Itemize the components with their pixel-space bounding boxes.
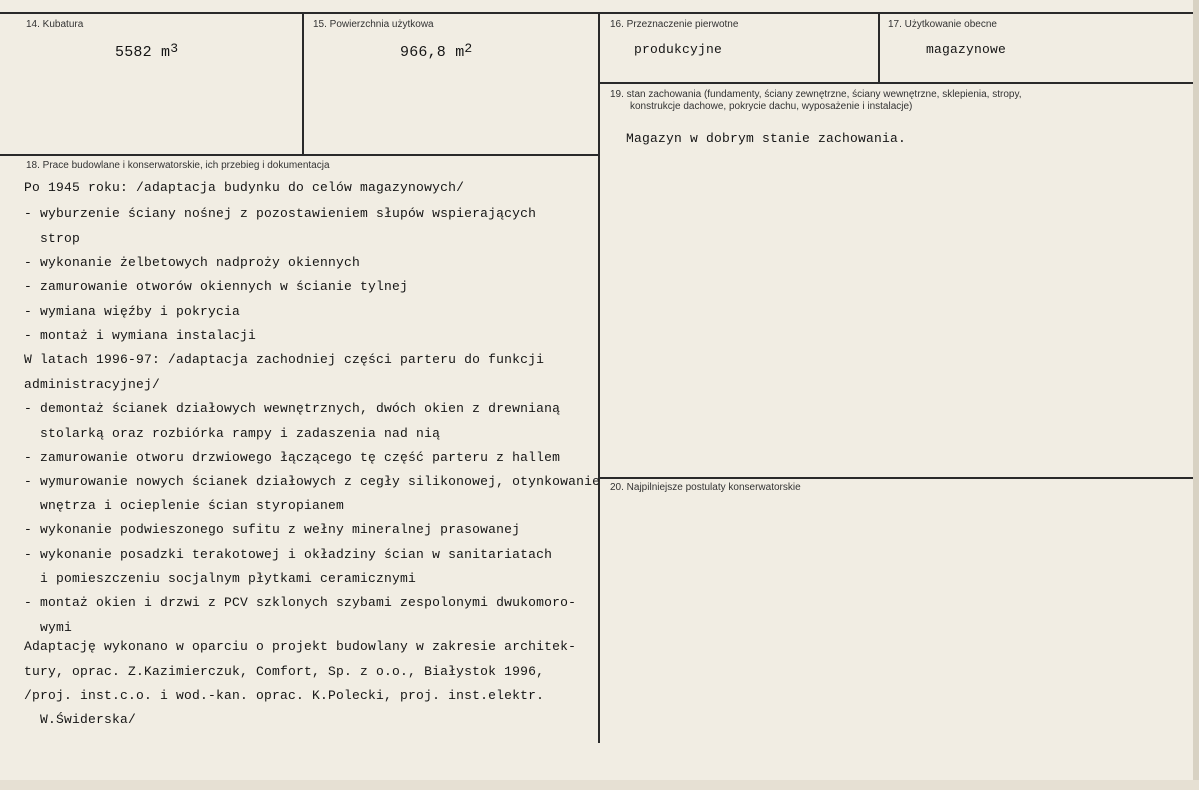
work-line: - wymurowanie nowych ścianek działowych z cegły silikonowej, otynkowanie bbox=[24, 474, 601, 489]
field-14-value bbox=[115, 41, 179, 61]
field-19-value: Magazyn w dobrym stanie zachowania. bbox=[626, 131, 907, 146]
field-15-label: 15. Powierzchnia użytkowa bbox=[313, 19, 434, 30]
rule-above-20 bbox=[599, 477, 1199, 479]
area-value: 966,8 m bbox=[400, 44, 465, 61]
volume-value: 5582 m bbox=[115, 44, 171, 61]
field-18-label: 18. Prace budowlane i konserwatorskie, ich przebieg i dokumentacja bbox=[26, 160, 330, 171]
work-line: - wykonanie żelbetowych nadproży okiennych bbox=[24, 255, 361, 270]
work-line: - wykonanie posadzki terakotowej i okładziny ścian w sanitariatach bbox=[24, 547, 553, 562]
work-line: - montaż okien i drzwi z PCV szklonych szybami zespolonymi dwukomoro- bbox=[24, 595, 577, 610]
work-line: i pomieszczeniu socjalnym płytkami ceramicznymi bbox=[24, 571, 417, 586]
field-20-label: 20. Najpilniejsze postulaty konserwatorskie bbox=[610, 482, 801, 493]
work-line: wnętrza i ocieplenie ścian styropianem bbox=[24, 498, 345, 513]
work-line: - zamurowanie otworów okiennych w ścianie tylnej bbox=[24, 279, 409, 294]
field-16-label: 16. Przeznaczenie pierwotne bbox=[610, 19, 739, 30]
work-line: tury, oprac. Z.Kazimierczuk, Comfort, Sp. z o.o., Białystok 1996, bbox=[24, 664, 545, 679]
field-17-label: 17. Użytkowanie obecne bbox=[888, 19, 997, 30]
divider-15-16 bbox=[598, 13, 600, 743]
field-14-label: 14. Kubatura bbox=[26, 19, 84, 30]
field-19-label-line2: konstrukcje dachowe, pokrycie dachu, wyposażenie i instalacje) bbox=[630, 101, 913, 112]
work-line: - wyburzenie ściany nośnej z pozostawieniem słupów wspierających bbox=[24, 206, 537, 221]
work-line: Adaptację wykonano w oparciu o projekt budowlany w zakresie architek- bbox=[24, 639, 577, 654]
field-19-label-line1: 19. stan zachowania (fundamenty, ściany zewnętrzne, ściany wewnętrzne, sklepienia, stropy, bbox=[610, 89, 1022, 100]
work-line: /proj. inst.c.o. i wod.-kan. oprac. K.Polecki, proj. inst.elektr. bbox=[24, 688, 545, 703]
card-right-edge bbox=[1193, 0, 1199, 790]
work-line: strop bbox=[24, 231, 81, 246]
work-line: W.Świderska/ bbox=[24, 712, 137, 727]
area-exponent: 2 bbox=[464, 41, 473, 56]
work-line: wymi bbox=[24, 620, 73, 635]
field-16-value: produkcyjne bbox=[634, 42, 723, 57]
work-line: W latach 1996-97: /adaptacja zachodniej części parteru do funkcji bbox=[24, 352, 545, 367]
work-line: - demontaż ścianek działowych wewnętrznych, dwóch okien z drewnianą bbox=[24, 401, 561, 416]
work-line: - zamurowanie otworu drzwiowego łączącego tę część parteru z hallem bbox=[24, 450, 561, 465]
volume-exponent: 3 bbox=[170, 41, 179, 56]
rule-above-19 bbox=[599, 82, 1199, 84]
work-line: administracyjnej/ bbox=[24, 377, 161, 392]
field-17-value: magazynowe bbox=[926, 42, 1007, 57]
rule-above-18 bbox=[0, 154, 599, 156]
work-line: - wymiana więźby i pokrycia bbox=[24, 304, 241, 319]
card-bottom-edge bbox=[0, 780, 1199, 790]
divider-16-17 bbox=[878, 13, 880, 83]
field-15-value bbox=[400, 41, 473, 61]
work-line: stolarką oraz rozbiórka rampy i zadaszenia nad nią bbox=[24, 426, 441, 441]
work-line: - montaż i wymiana instalacji bbox=[24, 328, 257, 343]
divider-14-15 bbox=[302, 13, 304, 155]
work-line: Po 1945 roku: /adaptacja budynku do celów magazynowych/ bbox=[24, 180, 465, 195]
work-line: - wykonanie podwieszonego sufitu z wełny mineralnej prasowanej bbox=[24, 522, 521, 537]
